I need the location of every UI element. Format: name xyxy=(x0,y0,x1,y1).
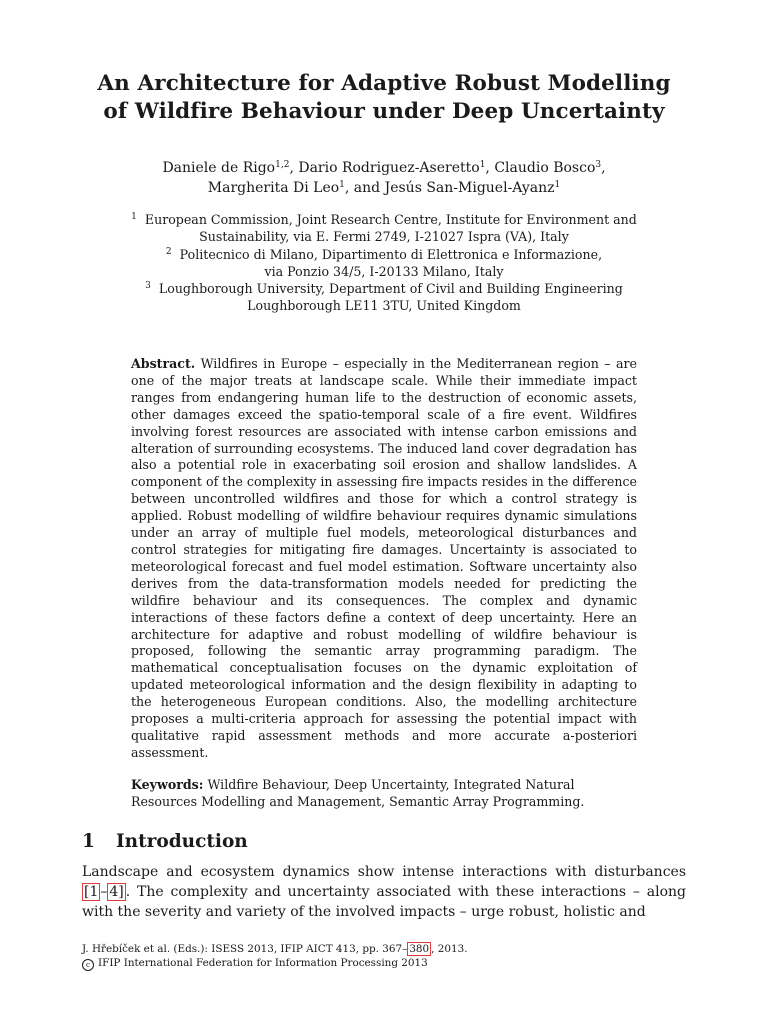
keywords-label: Keywords: xyxy=(131,777,204,792)
affiliation-line: Sustainability, via E. Fermi 2749, I-21027 Ispra (VA), Italy xyxy=(199,229,569,245)
intro-text: Landscape and ecosystem dynamics show intense interactions with disturbances xyxy=(82,864,686,880)
affiliation-list xyxy=(60,211,708,315)
author-name: Margherita Di Leo xyxy=(207,180,340,196)
affiliation-line: Loughborough University, Department of Civil and Building Engineering xyxy=(158,281,623,297)
footer-copyright xyxy=(82,956,468,971)
affiliation-item xyxy=(60,211,708,246)
title-line-1: An Architecture for Adaptive Robust Modelling xyxy=(97,71,671,96)
footer-text: , 2013. xyxy=(431,943,468,955)
abstract xyxy=(131,356,637,762)
author-separator: , xyxy=(289,160,299,176)
section-heading xyxy=(82,830,248,854)
footer-text: J. Hřebíček et al. (Eds.): ISESS 2013, IFIP AICT 413, pp. 367– xyxy=(82,943,408,955)
section-title: Introduction xyxy=(116,831,248,852)
author-name: Claudio Bosco xyxy=(494,160,596,176)
page-range-link[interactable]: 380 xyxy=(409,943,430,955)
author-separator: , xyxy=(601,160,606,176)
author-affiliation-mark: 1,2 xyxy=(275,160,290,170)
author-name: Dario Rodriguez-Aseretto xyxy=(298,160,480,176)
author-separator: , xyxy=(485,160,495,176)
intro-paragraph xyxy=(82,862,686,922)
intro-text: . The complexity and uncertainty associated with these interactions – along with the severity and variety of the involved impacts – urge robust, holistic and xyxy=(82,884,686,920)
keywords-text: Wildfire Behaviour, Deep Uncertainty, Integrated Natural Resources Modelling and Management, Semantic Array Programming. xyxy=(131,777,585,809)
author-separator: , and xyxy=(344,180,385,196)
affiliation-line: European Commission, Joint Research Centre, Institute for Environment and xyxy=(144,212,637,227)
keywords xyxy=(131,777,637,811)
affiliation-number: 1 xyxy=(131,212,137,222)
author-affiliation-mark: 1 xyxy=(339,180,345,190)
footer-text: IFIP International Federation for Information Processing 2013 xyxy=(98,957,428,969)
affiliation-line: Politecnico di Milano, Dipartimento di Elettronica e Informazione, xyxy=(179,246,603,262)
affiliation-item xyxy=(60,280,708,315)
author-affiliation-mark: 1 xyxy=(479,160,486,170)
affiliation-line: via Ponzio 34/5, I-20133 Milano, Italy xyxy=(264,263,504,279)
author-affiliation-mark: 3 xyxy=(595,160,602,170)
author-affiliation-mark: 1 xyxy=(554,180,561,190)
citation-link[interactable]: 4] xyxy=(109,884,124,900)
affiliation-number: 3 xyxy=(145,281,151,292)
abstract-text: Wildfires in Europe – especially in the Mediterranean region – are one of the major treats at landscape scale. While their immediate impact ranges from endangering human life to the destruction of economic assets, other damages exceed the spatio-temporal scale of a fire event. Wildfires involving forest resources are associated with intense carbon emissions and alteration of surrounding ecosystems. The induced land cover degradation has also a potential role in exacerbating soil erosion and shallow landslides. A component of the complexity in assessing fire impacts resides in the difference between uncontrolled wildfires and those for which a control strategy is applied. Robust modelling of wildfire behaviour requires dynamic simulations under an array of multiple fuel models, meteorological disturbances and control strategies for mitigating fire damages. Uncertainty is associated to meteorological forecast and fuel model estimation. Software uncertainty also derives from the data-transformation models needed for predicting the wildfire behaviour and its consequences. The complex and dynamic interactions of these factors define a context of deep uncertainty. Here an architecture for adaptive and robust modelling of wildfire behaviour is proposed, following the semantic array programming paradigm. The mathematical conceptualisation focuses on the dynamic exploitation of updated meteorological information and the design flexibility in adapting to the heterogeneous European conditions. Also, the modelling architecture proposes a multi-criteria approach for assessing the potential impact with qualitative rapid assessment methods and more accurate a-posteriori assessment. xyxy=(131,356,637,760)
citation-link[interactable]: [1 xyxy=(84,884,99,900)
affiliation-line: Loughborough LE11 3TU, United Kingdom xyxy=(247,298,521,314)
author-name: Daniele de Rigo xyxy=(162,160,276,176)
abstract-label: Abstract. xyxy=(131,356,196,371)
copyright-icon: c xyxy=(82,959,94,971)
affiliation-item xyxy=(60,246,708,281)
author-list xyxy=(60,158,708,198)
title-line-2: of Wildfire Behaviour under Deep Uncertainty xyxy=(103,99,665,124)
page-footer xyxy=(82,942,468,971)
paper-title xyxy=(60,70,708,126)
section-number: 1 xyxy=(82,831,95,852)
affiliation-number: 2 xyxy=(165,246,172,257)
citation-dash: – xyxy=(100,884,108,900)
author-name: Jesús San-Miguel-Ayanz xyxy=(384,180,555,196)
footer-citation xyxy=(82,942,468,956)
